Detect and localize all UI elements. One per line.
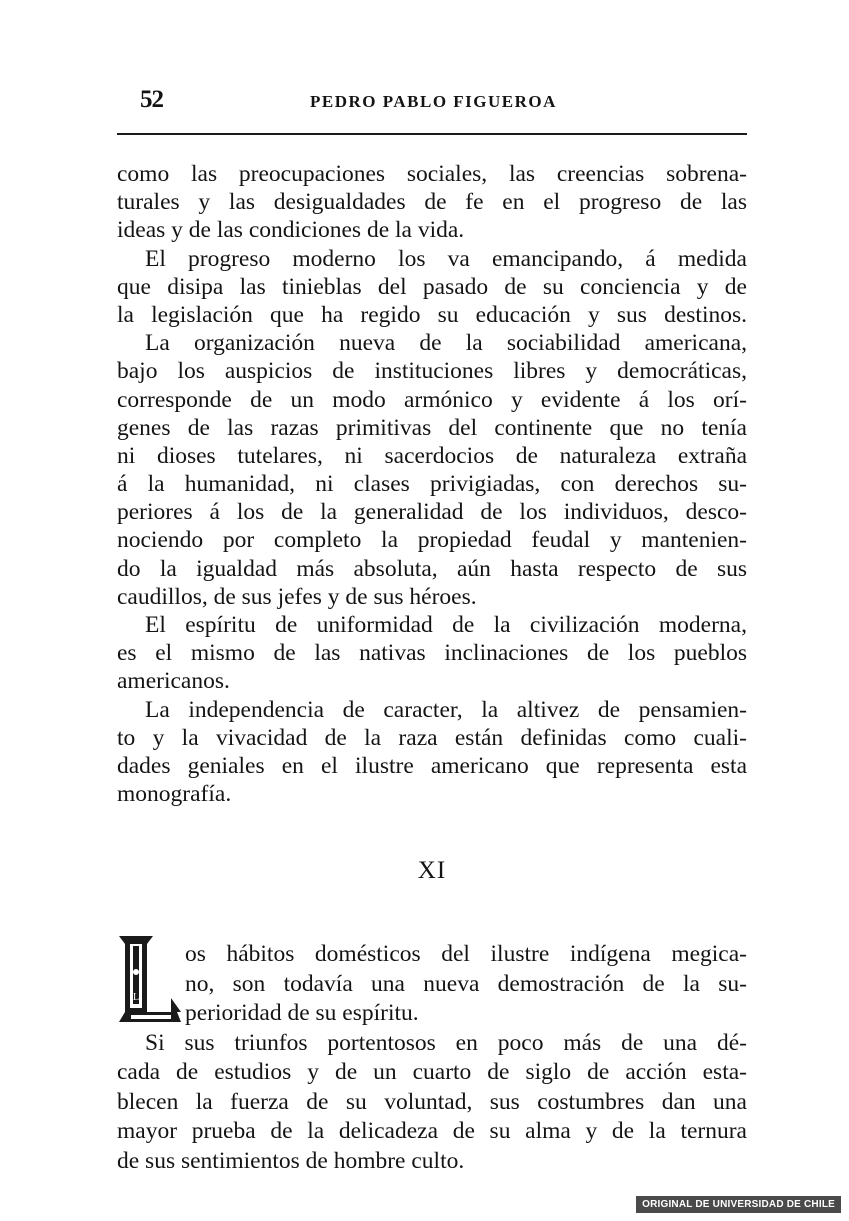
- text-line: es el mismo de las nativas inclinaciones de los pueblos: [117, 640, 747, 667]
- text-line: caudillos, de sus jefes y de sus héroes.: [117, 583, 477, 610]
- text-line: Si sus triunfos portentosos en poco más de una dé-: [145, 1029, 747, 1056]
- text-line: americanos.: [117, 668, 230, 695]
- running-head: [140, 86, 746, 120]
- text-line: mayor prueba de la delicadeza de su alma y de la ternura: [117, 1118, 747, 1144]
- text-line: turales y las desigualdades de fe en el progreso de las: [117, 189, 747, 216]
- running-title: PEDRO PABLO FIGUEROA: [310, 92, 557, 111]
- text-line: que disipa las tinieblas del pasado de su conciencia y de: [117, 273, 747, 300]
- text-line: á la humanidad, ni clases privigiadas, con derechos su-: [117, 471, 747, 498]
- header-rule: [117, 133, 747, 135]
- text-line: El progreso moderno los va emancipando, á medida: [145, 245, 747, 272]
- drop-cap-letter: L: [132, 992, 140, 1003]
- text-line: do la igualdad más absoluta, aún hasta respecto de sus: [117, 555, 747, 582]
- text-line: nociendo por completo la propiedad feudal y mantenien-: [117, 527, 747, 554]
- text-line: genes de las razas primitivas del continente que no tenía: [117, 414, 747, 441]
- text-line: El espíritu de uniformidad de la civilización moderna,: [145, 612, 747, 638]
- body-text: [117, 160, 747, 808]
- text-line: bajo los auspicios de instituciones libres y democráticas,: [117, 358, 747, 385]
- text-line: to y la vivacidad de la raza están definidas como cuali-: [117, 724, 747, 751]
- text-line: monografía.: [117, 781, 232, 808]
- text-line: corresponde de un modo armónico y evidente á los orí-: [117, 386, 747, 413]
- text-line: la legislación que ha regido su educación y sus destinos.: [117, 301, 747, 328]
- text-line: perioridad de su espíritu.: [185, 1000, 419, 1026]
- text-line: ni dioses tutelares, ni sacerdocios de naturaleza extraña: [117, 442, 747, 469]
- library-watermark: ORIGINAL DE UNIVERSIDAD DE CHILE: [636, 1196, 841, 1213]
- text-line: blecen la fuerza de su voluntad, sus costumbres dan una: [117, 1088, 747, 1115]
- text-line: ideas y de las condiciones de la vida.: [117, 217, 465, 244]
- text-line: cada de estudios y de un cuarto de siglo de acción esta-: [117, 1059, 747, 1085]
- text-line: dades geniales en el ilustre americano que representa esta: [117, 752, 747, 779]
- text-line: periores á los de la generalidad de los individuos, desco-: [117, 499, 747, 526]
- text-line: La independencia de caracter, la altivez de pensamien-: [145, 696, 747, 723]
- text-line: no, son todavía una nueva demostración de la su-: [185, 970, 747, 997]
- ornamental-drop-cap-l: [117, 932, 183, 1028]
- text-line: os hábitos domésticos del ilustre indígena megica-: [185, 941, 747, 967]
- text-line: La organización nueva de la sociabilidad americana,: [145, 330, 747, 357]
- section-text: [117, 940, 747, 1176]
- page-number: 52: [140, 86, 163, 113]
- text-line: como las preocupaciones sociales, las creencias sobrena-: [117, 161, 747, 187]
- text-line: de sus sentimientos de hombre culto.: [117, 1147, 465, 1174]
- section-heading: XI: [417, 857, 447, 884]
